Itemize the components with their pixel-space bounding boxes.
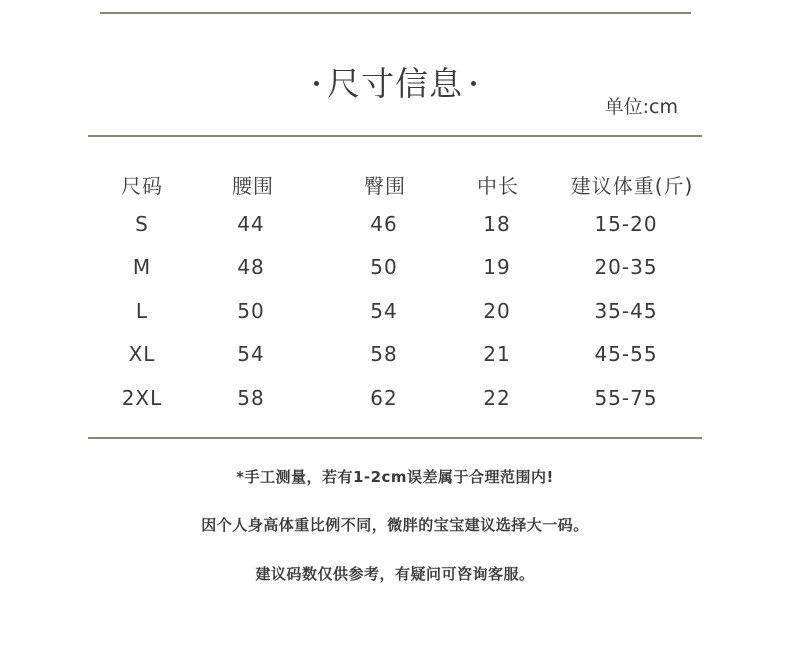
table-cell: 22	[483, 386, 511, 410]
table-top-divider	[88, 135, 702, 137]
table-cell: 19	[483, 255, 511, 279]
header-size: 尺码	[121, 174, 163, 198]
table-cell: S	[135, 212, 149, 236]
table-cell: 20	[483, 299, 511, 323]
table-cell: 58	[370, 342, 398, 366]
table-cell: 58	[237, 386, 265, 410]
table-cell: 45-55	[594, 342, 658, 366]
table-cell: M	[132, 255, 152, 279]
header-hip: 臀围	[364, 174, 406, 198]
table-cell: 18	[483, 212, 511, 236]
table-cell: 54	[237, 342, 265, 366]
title-text: 尺寸信息	[327, 64, 463, 103]
note-measurement-error: *手工测量，若有1-2cm误差属于合理范围内!	[236, 468, 554, 486]
table-cell: 20-35	[594, 255, 658, 279]
title-dot-left	[314, 81, 319, 86]
table-cell: 55-75	[594, 386, 658, 410]
header-waist: 腰围	[232, 174, 274, 198]
table-cell: XL	[128, 342, 156, 366]
table-cell: 35-45	[594, 299, 658, 323]
table-cell: 54	[370, 299, 398, 323]
table-bottom-divider	[88, 437, 702, 439]
top-divider	[100, 12, 691, 14]
table-cell: 15-20	[594, 212, 658, 236]
unit-label: 单位:cm	[604, 96, 678, 118]
note-size-up: 因个人身高体重比例不同，微胖的宝宝建议选择大一码。	[201, 516, 589, 534]
table-cell: 48	[237, 255, 265, 279]
table-cell: 2XL	[121, 386, 163, 410]
table-cell: 46	[370, 212, 398, 236]
table-cell: L	[135, 299, 149, 323]
header-weight: 建议体重(斤)	[570, 174, 694, 198]
table-cell: 50	[237, 299, 265, 323]
table-cell: 62	[370, 386, 398, 410]
table-cell: 50	[370, 255, 398, 279]
title-dot-right	[471, 81, 476, 86]
header-length: 中长	[477, 174, 519, 198]
note-consult-service: 建议码数仅供参考，有疑问可咨询客服。	[255, 565, 535, 583]
table-cell: 44	[237, 212, 265, 236]
table-cell: 21	[483, 342, 511, 366]
